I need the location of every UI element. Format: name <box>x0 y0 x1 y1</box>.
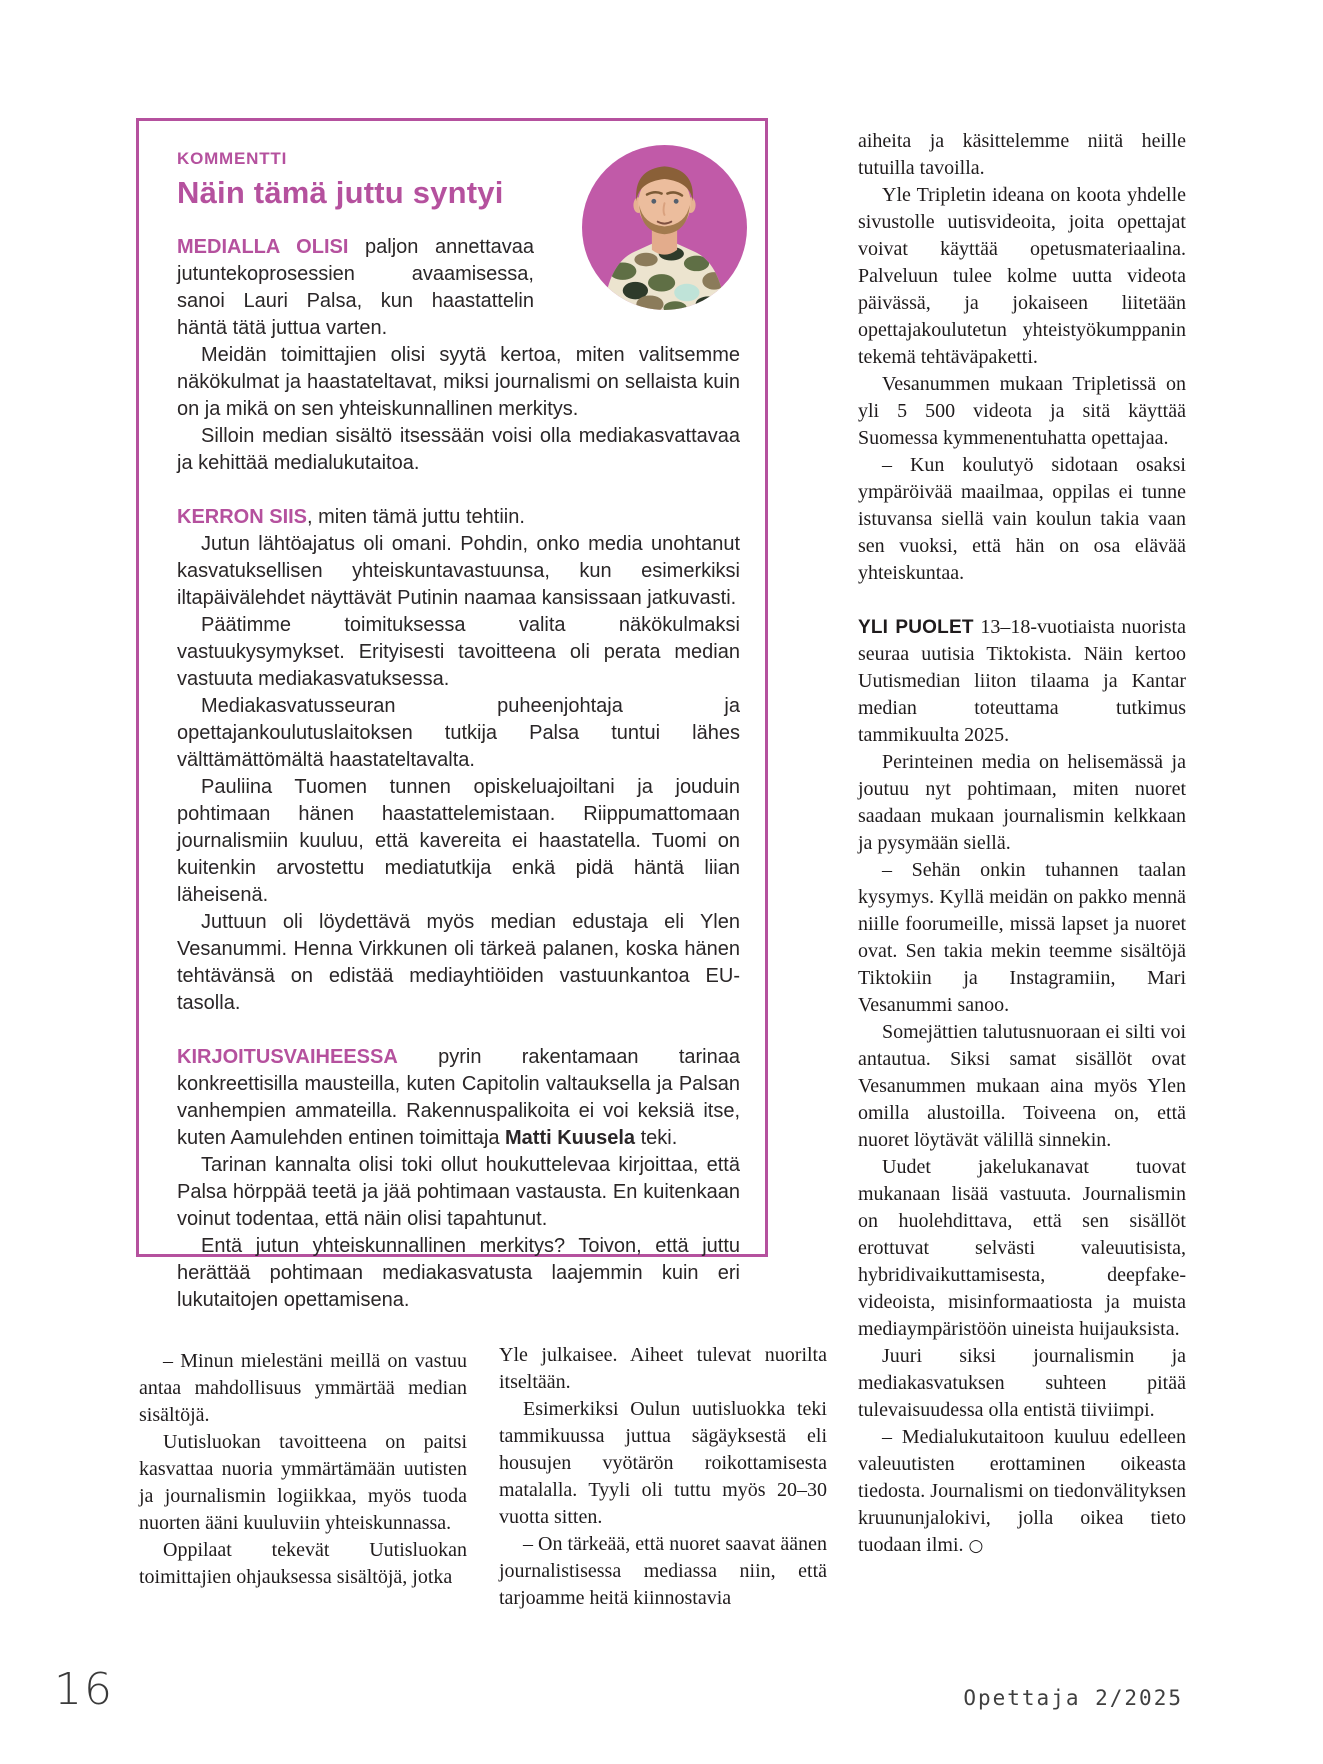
page-number: 16 <box>54 1664 114 1715</box>
comment-paragraph: Pauliina Tuomen tunnen opiskeluajoiltani ja jouduin pohtimaan hänen haastattelemistaan. Riippumattomaan journalismiin kuuluu, että kavereita ei haastatella. Tuomi on kuitenkin arvostettu mediatutkija enkä pidä häntä liian läheisenä. <box>177 776 740 906</box>
comment-paragraph: MEDIALLA OLISI paljon annettavaa jutuntekoprosessien avaamisessa, sanoi Lauri Palsa, kun haastattelin häntä tätä juttua varten. <box>177 236 534 339</box>
comment-paragraph: Juttuun oli löydettävä myös median edustaja eli Ylen Vesanummi. Henna Virkkunen oli tärkeä palanen, koska hänen tehtävänsä on edistää mediayhtiöiden vastuunkantoa EU-tasolla. <box>177 911 740 1014</box>
issue-label: Opettaja 2/2025 <box>963 1686 1183 1710</box>
comment-paragraph: Päätimme toimituksessa valita näkökulmaksi vastuukysymykset. Erityisesti tavoitteena oli perata median vastuuta mediakasvatuksessa. <box>177 614 740 690</box>
article-paragraph: aiheita ja käsittelemme niitä heille tutuilla tavoilla. <box>858 130 1186 179</box>
comment-paragraph: Silloin median sisältö itsessään voisi olla mediakasvattavaa ja kehittää medialukutaitoa. <box>177 425 740 474</box>
paragraph-lead: MEDIALLA OLISI <box>177 236 349 258</box>
article-paragraph: Uudet jakelukanavat tuovat mukanaan lisää vastuuta. Journalismin on huolehdittava, että sen sisällöt erottuvat selvästi valeuutisista, hybridivaikuttamisesta, deepfake-videoista, misinformaatiosta ja muista mediaympäristöön uineista huijauksista. <box>858 1156 1186 1340</box>
comment-kicker: KOMMENTTI <box>177 149 288 168</box>
comment-paragraph: Tarinan kannalta olisi toki ollut houkuttelevaa kirjoittaa, että Palsa hörppää teetä ja jää pohtimaan vastausta. En kuitenkaan voinut todentaa, että näin olisi tapahtunut. <box>177 1154 740 1230</box>
comment-paragraph: KIRJOITUSVAIHEESSA pyrin rakentamaan tarinaa konkreettisilla mausteilla, kuten Capitolin valtauksella ja Palsan vanhempien ammateilla. Rakennuspalikoita ei voi keksiä itse, kuten Aamulehden entinen toimittaja Matti Kuusela teki. <box>177 1046 740 1149</box>
comment-paragraph: Entä jutun yhteiskunnallinen merkitys? Toivon, että juttu herättää pohtimaan mediakasvatusta laajemmin kuin eri lukutaitojen opettamisena. <box>177 1235 740 1311</box>
article-paragraph: Yle julkaisee. Aiheet tulevat nuorilta itseltään. <box>499 1344 827 1393</box>
portrait-photo <box>582 145 747 310</box>
article-paragraph: – Medialukutaitoon kuuluu edelleen valeuutisten erottaminen oikeasta tiedosta. Journalismi on tiedonvälityksen kruununjalokivi, jolla oikea tieto tuodaan ilmi. ○ <box>858 1426 1186 1556</box>
article-paragraph: – Kun koulutyö sidotaan osaksi ympäröivää maailmaa, oppilas ei tunne istuvansa siellä vain koulun takia vaan sen vuoksi, että hän on osa elävää yhteiskuntaa. <box>858 454 1186 584</box>
paragraph-lead: KIRJOITUSVAIHEESSA <box>177 1046 398 1068</box>
comment-box <box>136 118 768 1311</box>
article-column-middle <box>499 1342 827 1612</box>
article-paragraph: Perinteinen media on helisemässä ja joutuu nyt pohtimaan, miten nuoret saadaan mukaan journalismin kelkkaan ja pysymään siellä. <box>858 751 1186 854</box>
article-paragraph: – Sehän onkin tuhannen taalan kysymys. Kyllä meidän on pakko mennä niille foorumeille, missä lapset ja nuoret ovat. Sen takia mekin teemme sisältöjä Tiktokiin ja Instagramiin, Mari Vesanummi sanoo. <box>858 859 1186 1016</box>
article-end-icon: ○ <box>968 1536 984 1556</box>
paragraph-lead: KERRON SIIS <box>177 506 308 528</box>
comment-title: Näin tämä juttu syntyi <box>177 175 504 210</box>
article-paragraph: – Minun mielestäni meillä on vastuu antaa mahdollisuus ymmärtää median sisältöjä. <box>139 1350 467 1426</box>
article-paragraph: Uutisluokan tavoitteena on paitsi kasvattaa nuoria ymmärtämään uutisten ja journalismin logiikkaa, myös tuoda nuorten ääni kuuluviin yhteiskunnassa. <box>139 1431 467 1534</box>
comment-paragraph: Jutun lähtöajatus oli omani. Pohdin, onko media unohtanut kasvatuksellisen yhteiskuntavastuunsa, kun esimerkiksi iltapäivälehdet näyttävät Putinin naamaa kansissaan jatkuvasti. <box>177 533 740 609</box>
comment-body <box>177 234 740 1314</box>
article-paragraph: Juuri siksi journalismin ja mediakasvatuksen suhteen pitää tulevaisuudessa olla entistä tiiviimpi. <box>858 1345 1186 1421</box>
article-paragraph: YLI PUOLET 13–18-vuotiaista nuorista seuraa uutisia Tiktokista. Näin kertoo Uutismedian liiton tilaama ja Kantar median toteuttama tutkimus tammikuulta 2025. <box>858 616 1186 746</box>
article-paragraph: Esimerkiksi Oulun uutisluokka teki tammikuussa juttua sägäyksestä eli housujen vyötärön roikottamisesta matalalla. Tyyli oli tuttu myös 20–30 vuotta sitten. <box>499 1398 827 1528</box>
paragraph-lead: YLI PUOLET <box>858 617 974 638</box>
article-paragraph: Yle Tripletin ideana on koota yhdelle sivustolle uutisvideoita, joita opettajat voivat käyttää opetusmateriaalina. Palveluun tulee kolme uutta videota päivässä, ja jokaiseen liitetään opettajakoulutetun yhteistyökumppanin tekemä tehtäväpaketti. <box>858 184 1186 368</box>
article-column-left <box>139 1348 467 1591</box>
comment-paragraph: KERRON SIIS, miten tämä juttu tehtiin. <box>177 506 525 528</box>
comment-paragraph: Meidän toimittajien olisi syytä kertoa, miten valitsemme näkökulmat ja haastateltavat, miksi journalismi on sellaista kuin on ja mikä on sen yhteiskunnallinen merkitys. <box>177 344 740 420</box>
article-paragraph: Vesanummen mukaan Tripletissä on yli 5 500 videota ja sitä käyttää Suomessa kymmenentuhatta opettajaa. <box>858 373 1186 449</box>
article-paragraph: Somejättien talutusnuoraan ei silti voi antautua. Siksi samat sisällöt ovat Vesanummen mukaan aina myös Ylen omilla alustoilla. Toiveena on, että nuoret löytävät välillä sinnekin. <box>858 1021 1186 1151</box>
portrait-photo-graphic <box>582 145 747 310</box>
article-column-right <box>858 128 1186 1560</box>
article-paragraph: – On tärkeää, että nuoret saavat äänen journalistisessa mediassa niin, että tarjoamme heitä kiinnostavia <box>499 1533 827 1609</box>
person-name: Matti Kuusela <box>505 1127 636 1149</box>
comment-paragraph: Mediakasvatusseuran puheenjohtaja ja opettajankoulutuslaitoksen tutkija Palsa tuntui lähes välttämättömältä haastateltavalta. <box>177 695 740 771</box>
article-paragraph: Oppilaat tekevät Uutisluokan toimittajien ohjauksessa sisältöjä, jotka <box>139 1539 467 1588</box>
comment-box-content <box>139 121 765 1311</box>
